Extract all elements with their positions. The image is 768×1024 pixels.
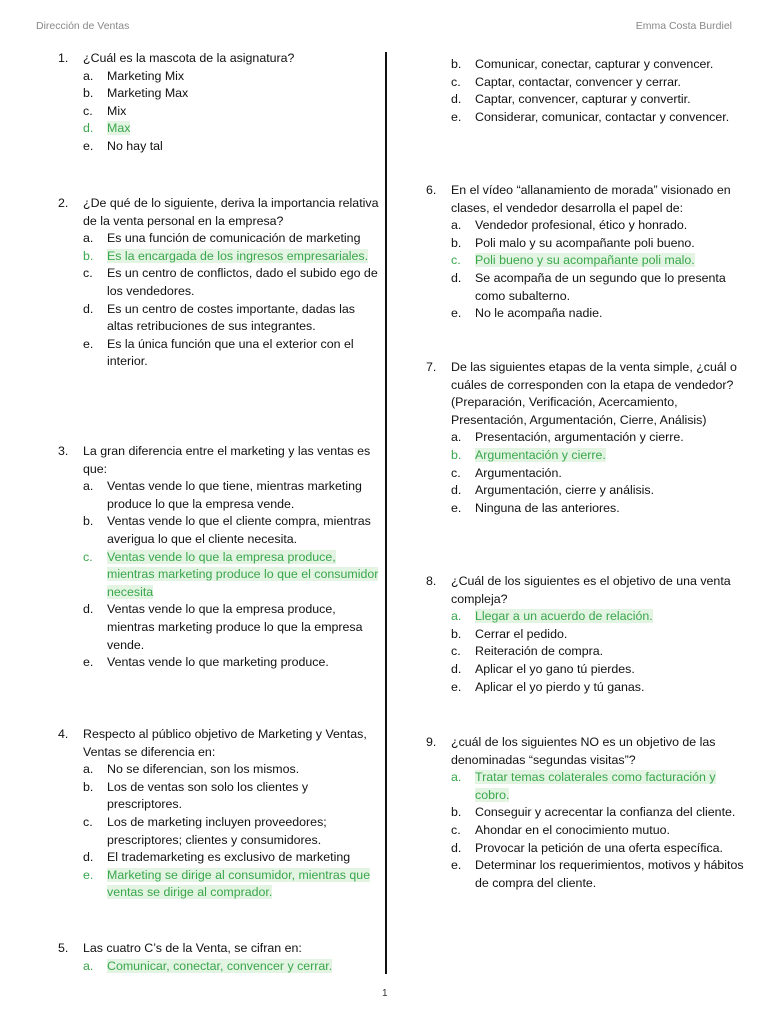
answer-option xyxy=(422,840,752,858)
answer-option xyxy=(422,626,752,644)
option-text: Cerrar el pedido. xyxy=(475,626,568,641)
option-letter: a. xyxy=(83,231,94,246)
option-letter: d. xyxy=(451,840,462,855)
option-letter: d. xyxy=(451,661,462,676)
option-text: Comunicar, conectar, convencer y cerrar. xyxy=(107,958,333,973)
option-letter: e. xyxy=(451,109,462,124)
option-text: Ahondar en el conocimiento mutuo. xyxy=(475,822,670,837)
question-block xyxy=(54,443,384,672)
question-text: De las siguientes etapas de la venta simple, ¿cuál o cuáles de corresponden con la etapa de vendedor? (Preparación, Verificación, Acercamiento, Presentación, Argumentación, Cierre, Análisis) xyxy=(451,360,737,427)
answer-option xyxy=(422,56,752,74)
option-text: Captar, convencer, capturar y convertir. xyxy=(475,92,691,107)
option-text: Los de marketing incluyen proveedores; prescriptores; clientes y consumidores. xyxy=(107,814,327,847)
answer-option-correct xyxy=(54,867,384,902)
answer-options xyxy=(54,68,384,156)
option-text: Los de ventas son solo los clientes y prescriptores. xyxy=(107,779,309,812)
option-letter: b. xyxy=(83,248,94,263)
answer-option xyxy=(422,429,752,447)
option-text: Conseguir y acrecentar la confianza del cliente. xyxy=(475,805,736,820)
option-text: Es la encargada de los ingresos empresariales. xyxy=(107,248,369,263)
answer-option-correct xyxy=(54,549,384,602)
option-letter: c. xyxy=(451,822,461,837)
option-letter: c. xyxy=(451,465,461,480)
option-text: Ventas vende lo que marketing produce. xyxy=(107,655,329,670)
page-number: 1 xyxy=(382,988,388,999)
option-text: Captar, contactar, convencer y cerrar. xyxy=(475,74,681,89)
option-text: Considerar, comunicar, contactar y convencer. xyxy=(475,109,730,124)
question-number: 6. xyxy=(426,183,437,197)
answer-option xyxy=(422,305,752,323)
question-text: La gran diferencia entre el marketing y las ventas es que: xyxy=(83,444,371,476)
option-letter: a. xyxy=(451,770,462,785)
option-text: Ventas vende lo que la empresa produce, mientras marketing produce lo que la empresa vende. xyxy=(107,602,363,652)
option-letter: e. xyxy=(451,679,462,694)
option-letter: b. xyxy=(83,779,94,794)
option-text: Llegar a un acuerdo de relación. xyxy=(475,609,653,624)
option-text: Aplicar el yo gano tú pierdes. xyxy=(475,661,635,676)
option-text: Vendedor profesional, ético y honrado. xyxy=(475,218,688,233)
option-text: Reiteración de compra. xyxy=(475,644,604,659)
answer-option xyxy=(422,482,752,500)
page-header xyxy=(36,20,732,36)
option-text: Argumentación y cierre. xyxy=(475,447,606,462)
answer-option xyxy=(422,661,752,679)
answer-option xyxy=(54,814,384,849)
answer-options xyxy=(54,230,384,371)
option-letter: b. xyxy=(83,86,94,101)
option-letter: d. xyxy=(451,483,462,498)
option-text: Comunicar, conectar, capturar y convencer. xyxy=(475,57,714,71)
option-letter: c. xyxy=(83,814,93,829)
question-text: ¿Cuál es la mascota de la asignatura? xyxy=(83,51,295,65)
option-letter: b. xyxy=(83,514,94,529)
answer-option xyxy=(422,822,752,840)
answer-options xyxy=(422,608,752,696)
option-text: Determinar los requerimientos, motivos y hábitos de compra del cliente. xyxy=(475,858,744,890)
option-text: Tratar temas colaterales como facturación y cobro. xyxy=(475,770,716,802)
option-text: Poli malo y su acompañante poli bueno. xyxy=(475,235,695,250)
option-text: Marketing Max xyxy=(107,86,189,101)
question-number: 8. xyxy=(426,574,437,588)
option-letter: a. xyxy=(83,68,94,83)
question-block xyxy=(54,195,384,371)
option-text: Provocar la petición de una oferta específica. xyxy=(475,840,723,855)
answer-option-correct xyxy=(54,248,384,266)
option-text: Es la única función que una el exterior con el interior. xyxy=(107,336,354,369)
answer-option xyxy=(422,74,752,92)
answer-option-correct xyxy=(422,769,752,804)
question-number: 2. xyxy=(58,196,69,210)
question-text: ¿Cuál de los siguientes es el objetivo de una venta compleja? xyxy=(451,574,731,606)
question-block xyxy=(422,734,752,892)
option-letter: d. xyxy=(451,270,462,285)
answer-option xyxy=(54,478,384,513)
option-letter: b. xyxy=(451,57,462,71)
answer-option-correct xyxy=(422,608,752,626)
question-text: Respecto al público objetivo de Marketing y Ventas, Ventas se diferencia en: xyxy=(83,727,367,759)
column-divider xyxy=(385,52,387,974)
answer-option xyxy=(54,849,384,867)
question-number: 3. xyxy=(58,444,69,458)
answer-option xyxy=(422,857,752,892)
option-letter: e. xyxy=(83,867,94,882)
option-text: Ventas vende lo que la empresa produce, mientras marketing produce lo que el consumidor necesita xyxy=(107,549,379,599)
option-letter: b. xyxy=(451,235,462,250)
answer-option xyxy=(422,91,752,109)
option-letter: c. xyxy=(83,103,93,118)
option-text: Es un centro de costes importante, dadas las altas retribuciones de sus integrantes. xyxy=(107,301,355,334)
option-text: Aplicar el yo pierdo y tú ganas. xyxy=(475,679,645,694)
option-letter: c. xyxy=(83,266,93,281)
answer-option xyxy=(422,217,752,235)
answer-options xyxy=(54,478,384,672)
option-letter: b. xyxy=(451,626,462,641)
answer-option-correct xyxy=(54,958,384,976)
option-text: No se diferencian, son los mismos. xyxy=(107,762,300,777)
option-letter: e. xyxy=(83,138,94,153)
answer-option xyxy=(54,654,384,672)
option-text: No le acompaña nadie. xyxy=(475,306,603,321)
option-text: Mix xyxy=(107,103,127,118)
answer-option xyxy=(54,601,384,654)
answer-option xyxy=(422,643,752,661)
option-letter: a. xyxy=(451,218,462,233)
answer-option xyxy=(54,779,384,814)
answer-options xyxy=(54,958,384,976)
option-text: El trademarketing es exclusivo de marketing xyxy=(107,850,351,865)
option-letter: a. xyxy=(83,958,94,973)
question-number: 1. xyxy=(58,51,69,65)
answer-option xyxy=(422,109,752,127)
option-letter: a. xyxy=(83,762,94,777)
answer-options xyxy=(422,217,752,323)
answer-option xyxy=(54,230,384,248)
answer-options xyxy=(54,761,384,902)
option-text: Max xyxy=(107,121,131,136)
option-letter: c. xyxy=(451,253,461,268)
author-name: Emma Costa Burdiel xyxy=(635,20,732,32)
question-block xyxy=(422,573,752,696)
option-letter: b. xyxy=(451,447,462,462)
course-title: Dirección de Ventas xyxy=(36,20,130,32)
answer-option xyxy=(422,679,752,697)
option-letter: d. xyxy=(83,121,94,136)
answer-option xyxy=(54,761,384,779)
option-letter: e. xyxy=(451,500,462,515)
option-letter: a. xyxy=(451,430,462,445)
option-text: Se acompaña de un segundo que lo presenta como subalterno. xyxy=(475,270,726,303)
question-text: En el vídeo “allanamiento de morada” visionado en clases, el vendedor desarrolla el papel de: xyxy=(451,183,731,215)
answer-option xyxy=(54,68,384,86)
option-text: Ventas vende lo que tiene, mientras marketing produce lo que la empresa vende. xyxy=(107,479,362,511)
question-block xyxy=(54,50,384,156)
answer-option xyxy=(422,500,752,518)
option-letter: b. xyxy=(451,805,462,820)
question-number: 4. xyxy=(58,727,69,741)
option-letter: c. xyxy=(451,74,461,89)
option-text: Marketing Mix xyxy=(107,68,185,83)
option-text: Argumentación, cierre y análisis. xyxy=(475,483,655,498)
answer-options xyxy=(422,56,752,126)
option-text: Argumentación. xyxy=(475,465,562,480)
question-text: ¿De qué de lo siguiente, deriva la importancia relativa de la venta personal en la empresa? xyxy=(83,196,379,228)
question-number: 9. xyxy=(426,735,437,749)
question-block xyxy=(54,940,384,975)
answer-option xyxy=(54,301,384,336)
question-block xyxy=(422,182,752,323)
question-text: Las cuatro C’s de la Venta, se cifran en: xyxy=(83,941,302,955)
answer-option xyxy=(54,85,384,103)
option-text: Poli bueno y su acompañante poli malo. xyxy=(475,253,695,268)
answer-option xyxy=(422,235,752,253)
answer-option-correct xyxy=(422,447,752,465)
option-text: No hay tal xyxy=(107,138,163,153)
option-letter: e. xyxy=(451,858,462,873)
answer-options xyxy=(422,769,752,892)
answer-option xyxy=(54,513,384,548)
option-text: Es un centro de conflictos, dado el subido ego de los vendedores. xyxy=(107,266,378,298)
answer-options xyxy=(422,429,752,517)
option-text: Presentación, argumentación y cierre. xyxy=(475,430,684,445)
answer-option xyxy=(422,465,752,483)
option-letter: e. xyxy=(83,336,94,351)
question-block xyxy=(54,726,384,902)
question-number: 7. xyxy=(426,360,437,374)
answer-option-correct xyxy=(422,252,752,270)
question-block xyxy=(422,359,752,517)
answer-option xyxy=(54,265,384,300)
option-letter: c. xyxy=(83,549,93,564)
option-text: Es una función de comunicación de marketing xyxy=(107,231,361,246)
option-text: Ninguna de las anteriores. xyxy=(475,500,620,515)
question-block xyxy=(422,56,752,126)
option-text: Marketing se dirige al consumidor, mientras que ventas se dirige al comprador. xyxy=(107,867,371,900)
answer-option xyxy=(54,103,384,121)
option-letter: d. xyxy=(451,92,462,107)
answer-option xyxy=(54,138,384,156)
option-letter: a. xyxy=(451,609,462,624)
answer-option xyxy=(422,270,752,305)
question-number: 5. xyxy=(58,941,69,955)
answer-option xyxy=(422,804,752,822)
option-letter: c. xyxy=(451,644,461,659)
option-letter: d. xyxy=(83,850,94,865)
answer-option-correct xyxy=(54,120,384,138)
option-letter: d. xyxy=(83,301,94,316)
option-letter: e. xyxy=(83,655,94,670)
option-text: Ventas vende lo que el cliente compra, mientras averigua lo que el cliente necesita. xyxy=(107,514,371,546)
answer-option xyxy=(54,336,384,371)
option-letter: d. xyxy=(83,602,94,617)
question-text: ¿cuál de los siguientes NO es un objetivo de las denominadas “segundas visitas”? xyxy=(451,735,716,767)
option-letter: e. xyxy=(451,306,462,321)
option-letter: a. xyxy=(83,479,94,494)
